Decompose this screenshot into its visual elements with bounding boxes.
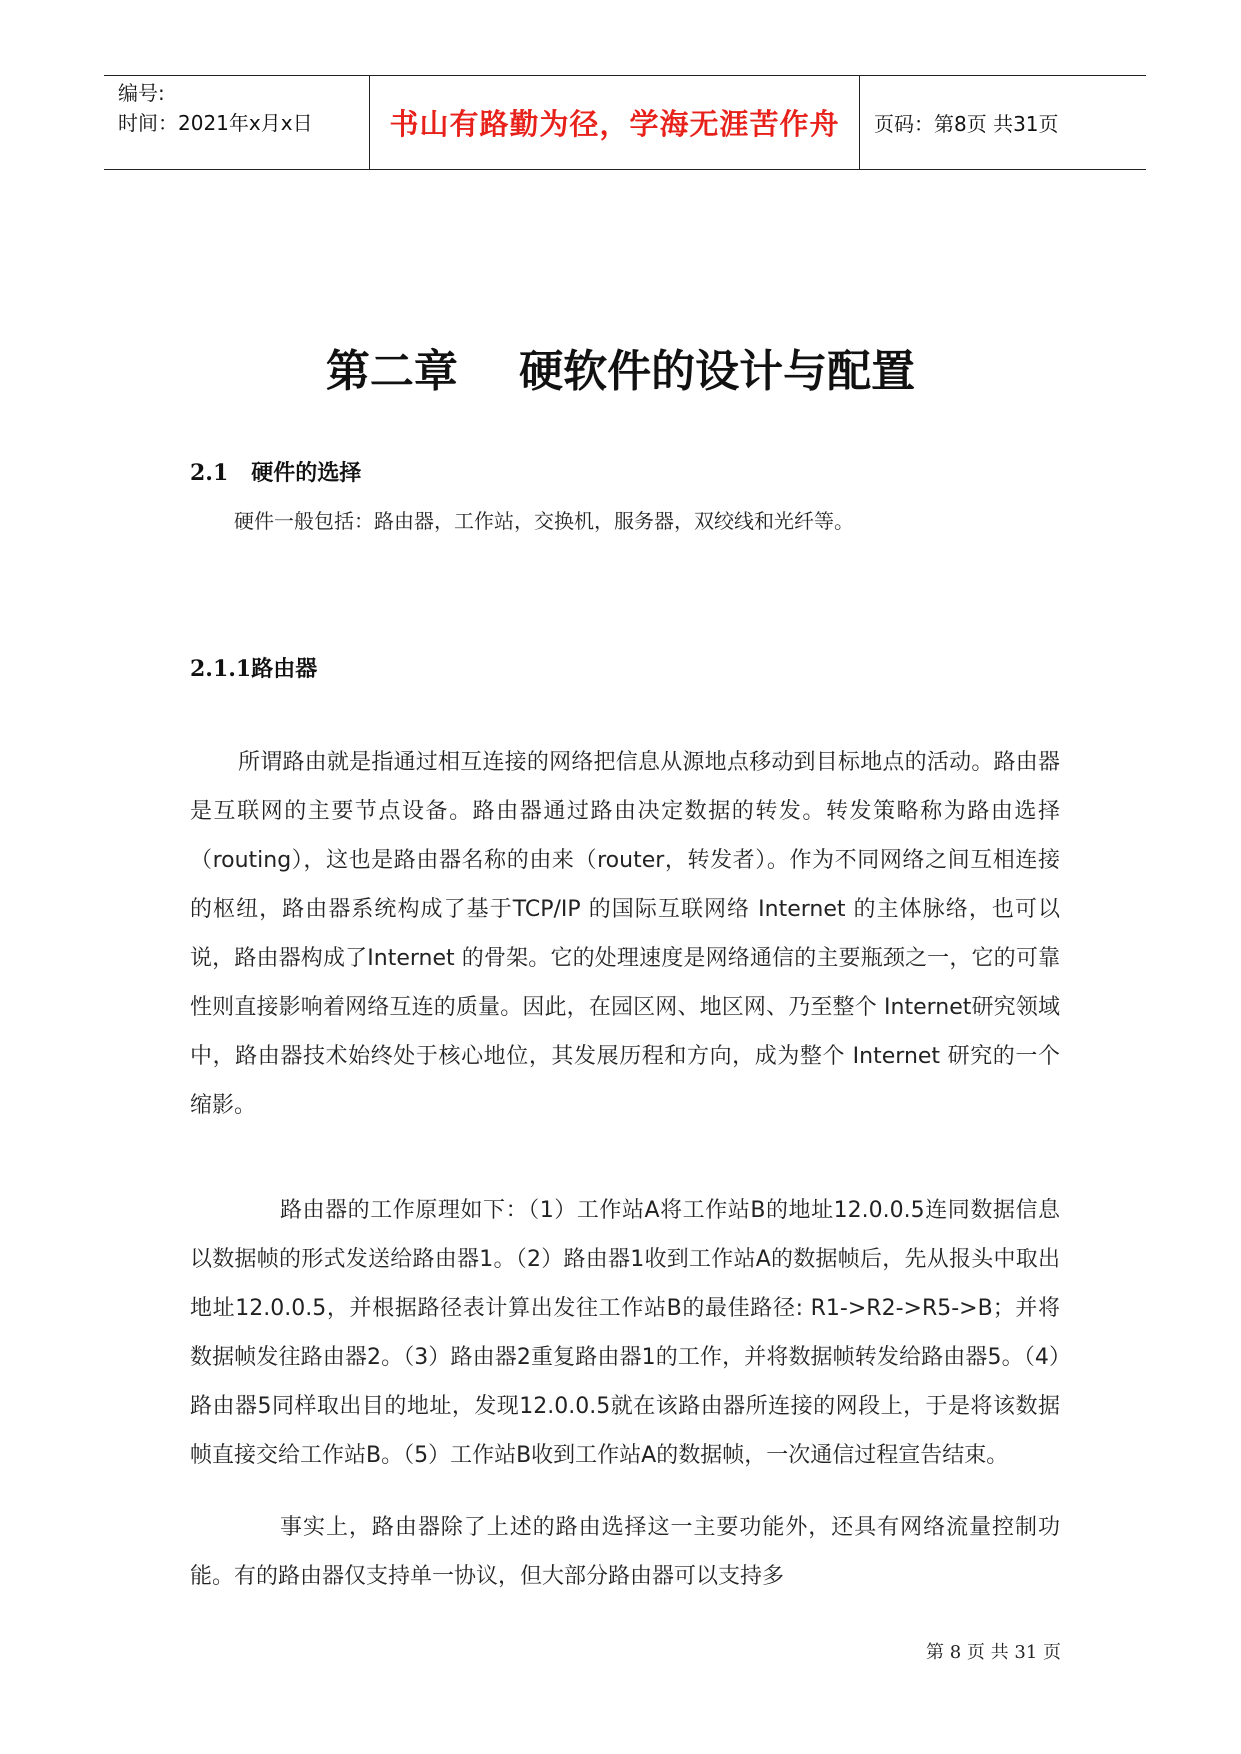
- motto-text: 书山有路勤为径，学海无涯苦作舟: [389, 107, 840, 141]
- header-page-cell: [860, 76, 1146, 169]
- page-header: [104, 75, 1146, 170]
- serial-number-label: 编号:: [118, 81, 165, 105]
- header-page-info: 页码：第8页 共31页: [874, 112, 1059, 136]
- page-footer: 第 8 页 共 31 页: [926, 1642, 1061, 1663]
- paragraph-router-functions: 事实上，路由器除了上述的路由选择这一主要功能外，还具有网络流量控制功能。有的路由器仅支持单一协议，但大部分路由器可以支持多: [190, 1515, 1060, 1589]
- header-motto-cell: [370, 76, 860, 169]
- subsection-title: 2.1.1路由器: [190, 656, 318, 682]
- date-label: 时间：2021年x月x日: [118, 111, 313, 135]
- section-title: 2.1 硬件的选择: [190, 460, 362, 486]
- section-intro: 硬件一般包括：路由器，工作站，交换机，服务器，双绞线和光纤等。: [234, 509, 854, 533]
- header-meta-cell: [104, 76, 370, 169]
- chapter-title: 第二章 硬软件的设计与配置: [325, 346, 916, 397]
- paragraph-router-principle: 路由器的工作原理如下：（1）工作站A将工作站B的地址12.0.0.5连同数据信息以数据帧的形式发送给路由器1。（2）路由器1收到工作站A的数据帧后，先从报头中取出地址12.0.0.5，并根据路径表计算出发往工作站B的最佳路径: R1->R2->R5->B；并将数据帧发往路由器2。（3）路由器2重复路由器1的工作，并将数据帧转发给路由器5。（4）路由器5同样取出目的地址，发现12.0.0.5就在该路由器所连接的网段上，于是将该数据帧直接交给工作站B。（5）工作站B收到工作站A的数据帧，一次通信过程宣告结束。: [190, 1198, 1060, 1468]
- paragraph-router-definition: 所谓路由就是指通过相互连接的网络把信息从源地点移动到目标地点的活动。路由器是互联网的主要节点设备。路由器通过路由决定数据的转发。转发策略称为路由选择（routing），这也是路由器名称的由来（router，转发者）。作为不同网络之间互相连接的枢纽，路由器系统构成了基于TCP/IP 的国际互联网络 Internet 的主体脉络，也可以说，路由器构成了Internet 的骨架。它的处理速度是网络通信的主要瓶颈之一，它的可靠性则直接影响着网络互连的质量。因此，在园区网、地区网、乃至整个 Internet研究领域中，路由器技术始终处于核心地位，其发展历程和方向，成为整个 Internet 研究的一个缩影。: [190, 750, 1060, 1118]
